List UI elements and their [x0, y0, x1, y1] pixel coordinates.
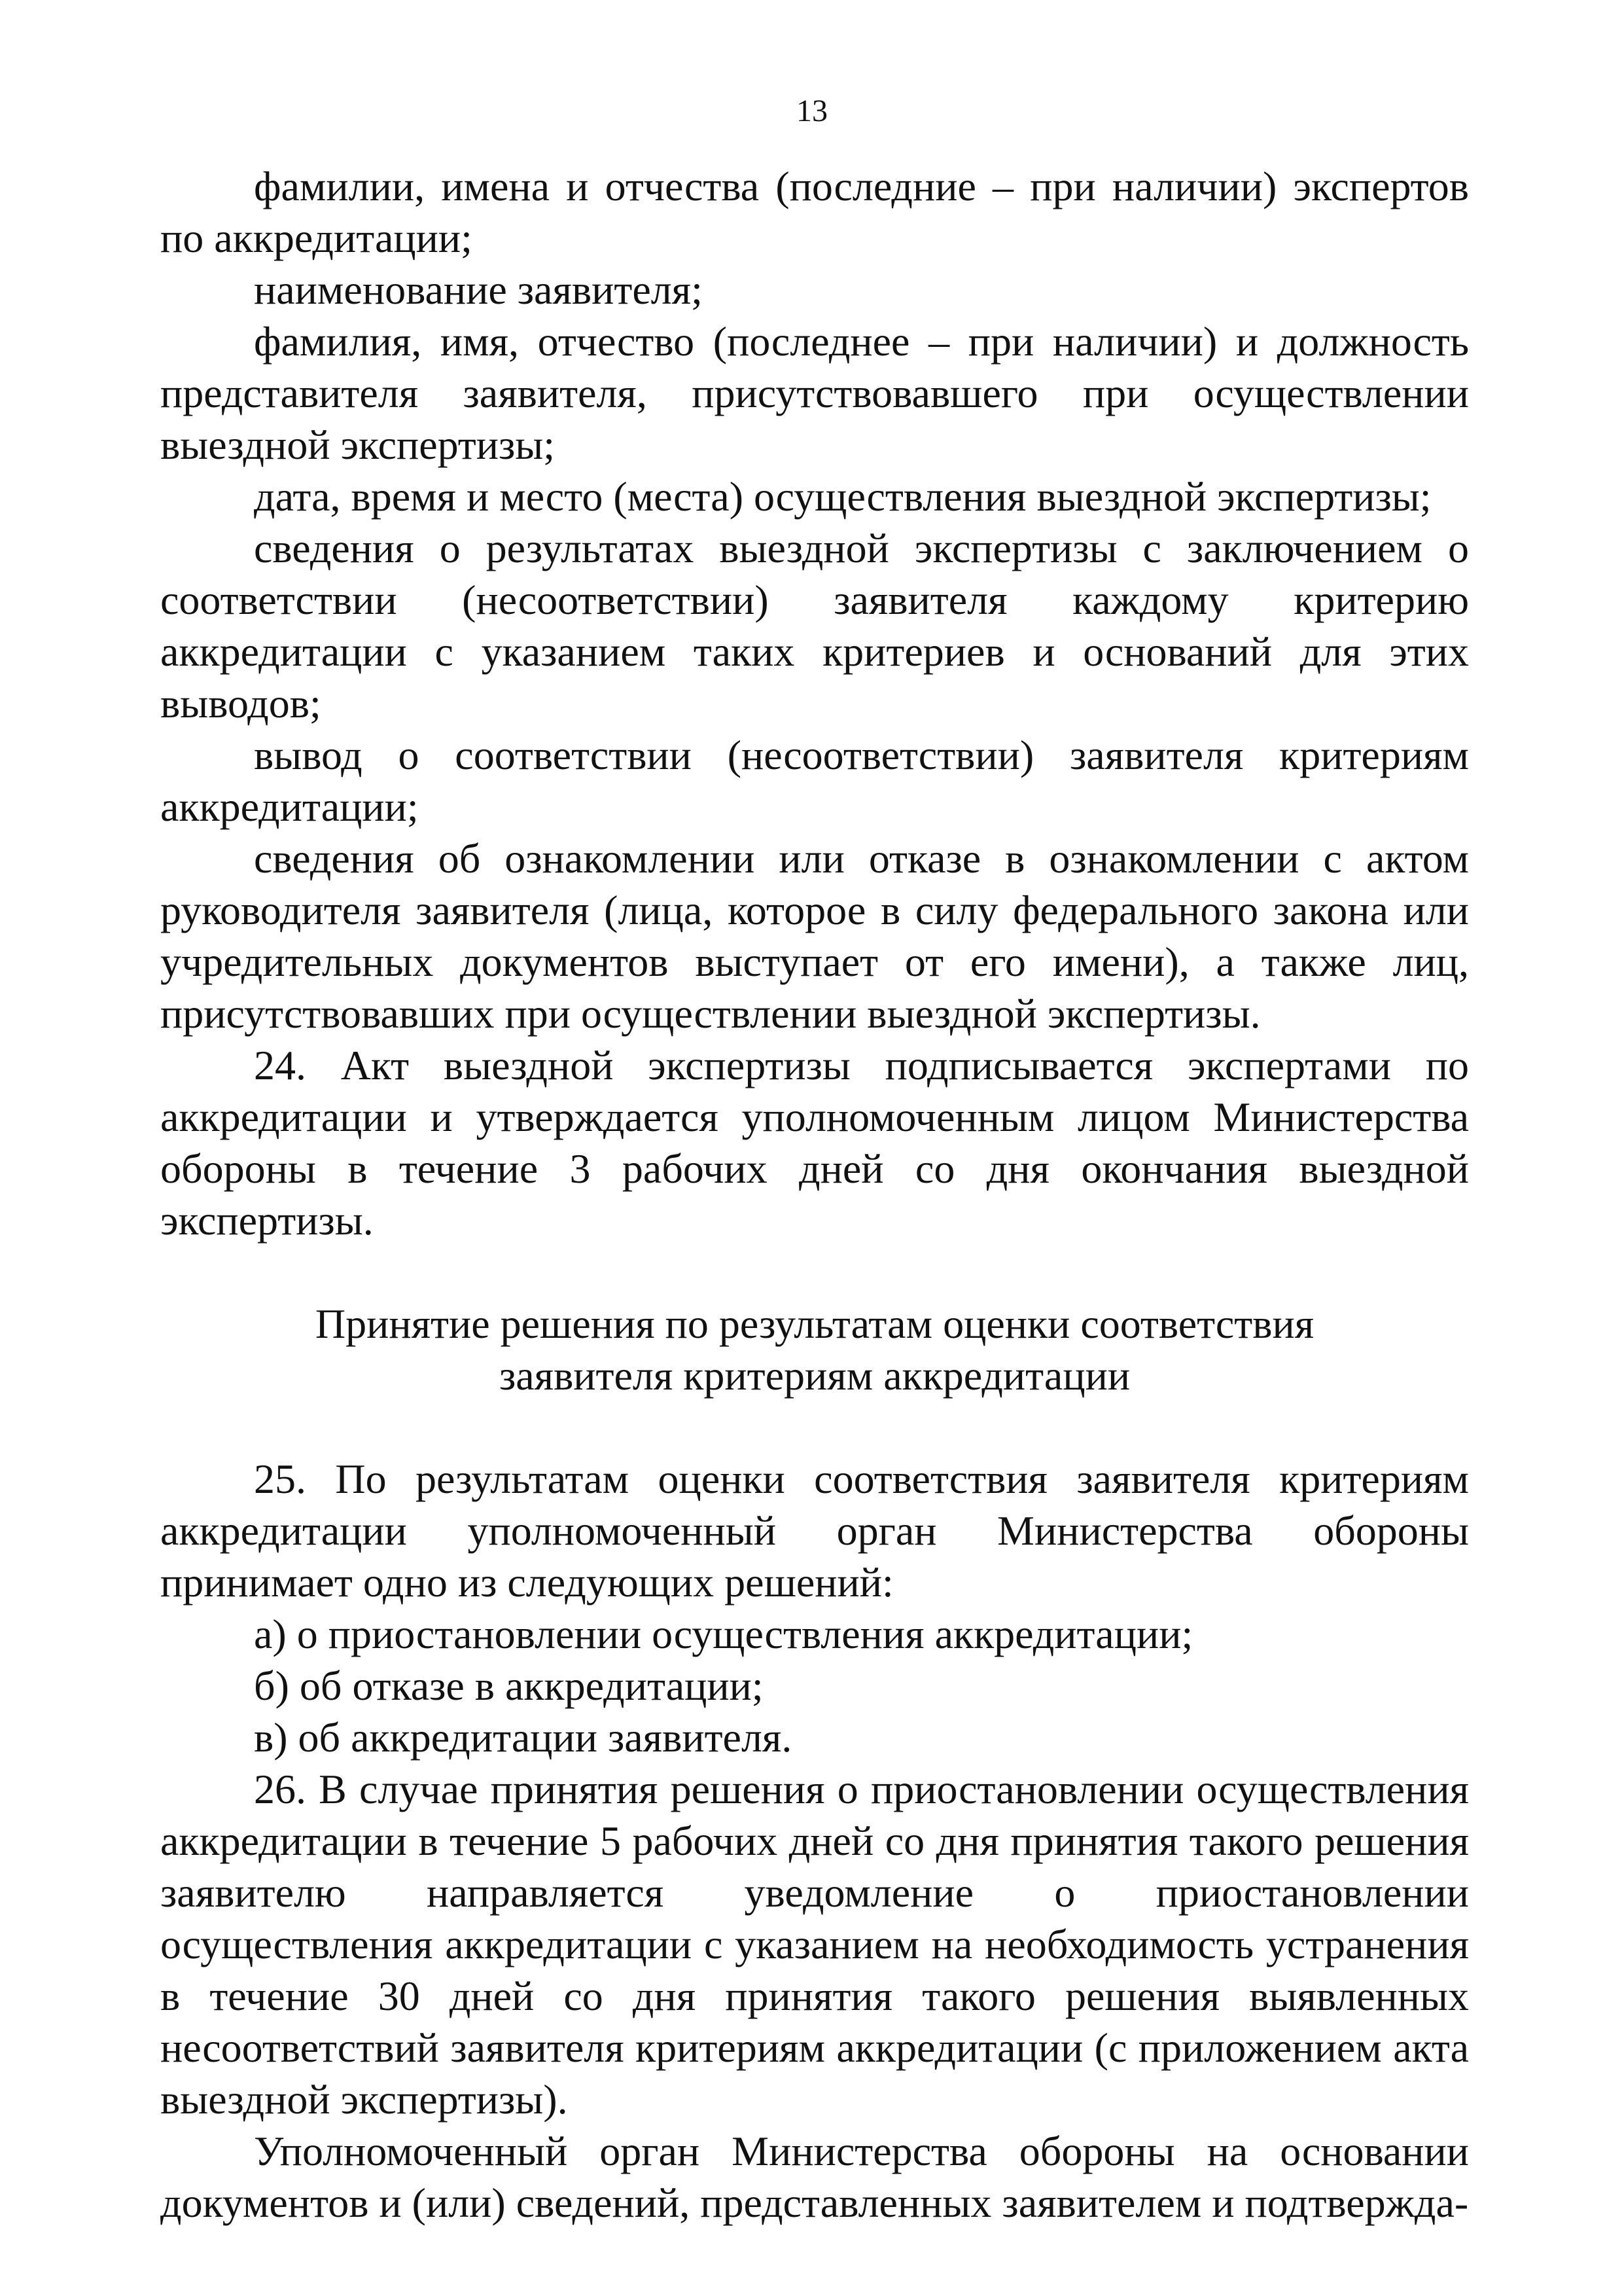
section-heading-line-2: заявителя критериям аккредитации	[499, 1352, 1131, 1399]
paragraph-applicant-name: наименование заявителя;	[254, 266, 703, 313]
list-item-v: в) об аккредитации заявителя.	[254, 1714, 792, 1761]
document-body	[160, 160, 1469, 2229]
paragraph-results: сведения о результатах выездной экспертизы с заключением о соответствии (несоответствии) заявителя каждому критерию аккредитации с указанием таких критериев и оснований для этих выводов;	[160, 525, 1469, 726]
paragraph-authorized-body: Уполномоченный орган Министерства обороны на основании документов и (или) сведений, представленных заявителем и подтвержда-	[160, 2128, 1469, 2226]
section-heading	[160, 1246, 1469, 1453]
paragraph-familiarization: сведения об ознакомлении или отказе в ознакомлении с актом руководителя заявителя (лица, которое в силу федерального закона или учредительных документов выступает от его имени), а также лиц, присутствовавших при осуществлении выездной экспертизы.	[160, 835, 1469, 1037]
paragraph-experts-names: фамилии, имена и отчества (последние – при наличии) экспертов по аккредитации;	[160, 163, 1469, 261]
paragraph-date-place: дата, время и место (места) осуществления выездной экспертизы;	[254, 473, 1432, 520]
list-item-a: а) о приостановлении осуществления аккредитации;	[254, 1611, 1193, 1657]
list-item-b: б) об отказе в аккредитации;	[254, 1662, 764, 1709]
paragraph-item-26: 26. В случае принятия решения о приостановлении осуществления аккредитации в течение 5 рабочих дней со дня принятия такого решения заявителю направляется уведомление о приостановлении осуществления аккредитации с указанием на необходимость устранения в течение 30 дней со дня принятия такого решения выявленных несоответствий заявителя критериям аккредитации (с приложением акта выездной экспертизы).	[160, 1766, 1469, 2123]
section-heading-line-1: Принятие решения по результатам оценки соответствия	[315, 1300, 1315, 1347]
paragraph-conclusion: вывод о соответствии (несоответствии) заявителя критериям аккредитации;	[160, 732, 1469, 830]
paragraph-representative: фамилия, имя, отчество (последнее – при наличии) и должность представителя заявителя, присутствовавшего при осуществлении выездной экспертизы;	[160, 318, 1469, 468]
paragraph-item-24: 24. Акт выездной экспертизы подписывается экспертами по аккредитации и утверждается уполномоченным лицом Министерства обороны в течение 3 рабочих дней со дня окончания выездной экспертизы.	[160, 1042, 1469, 1244]
page-number: 13	[796, 94, 828, 128]
paragraph-item-25: 25. По результатам оценки соответствия заявителя критериям аккредитации уполномоченный орган Министерства обороны принимает одно из следующих решений:	[160, 1456, 1469, 1605]
